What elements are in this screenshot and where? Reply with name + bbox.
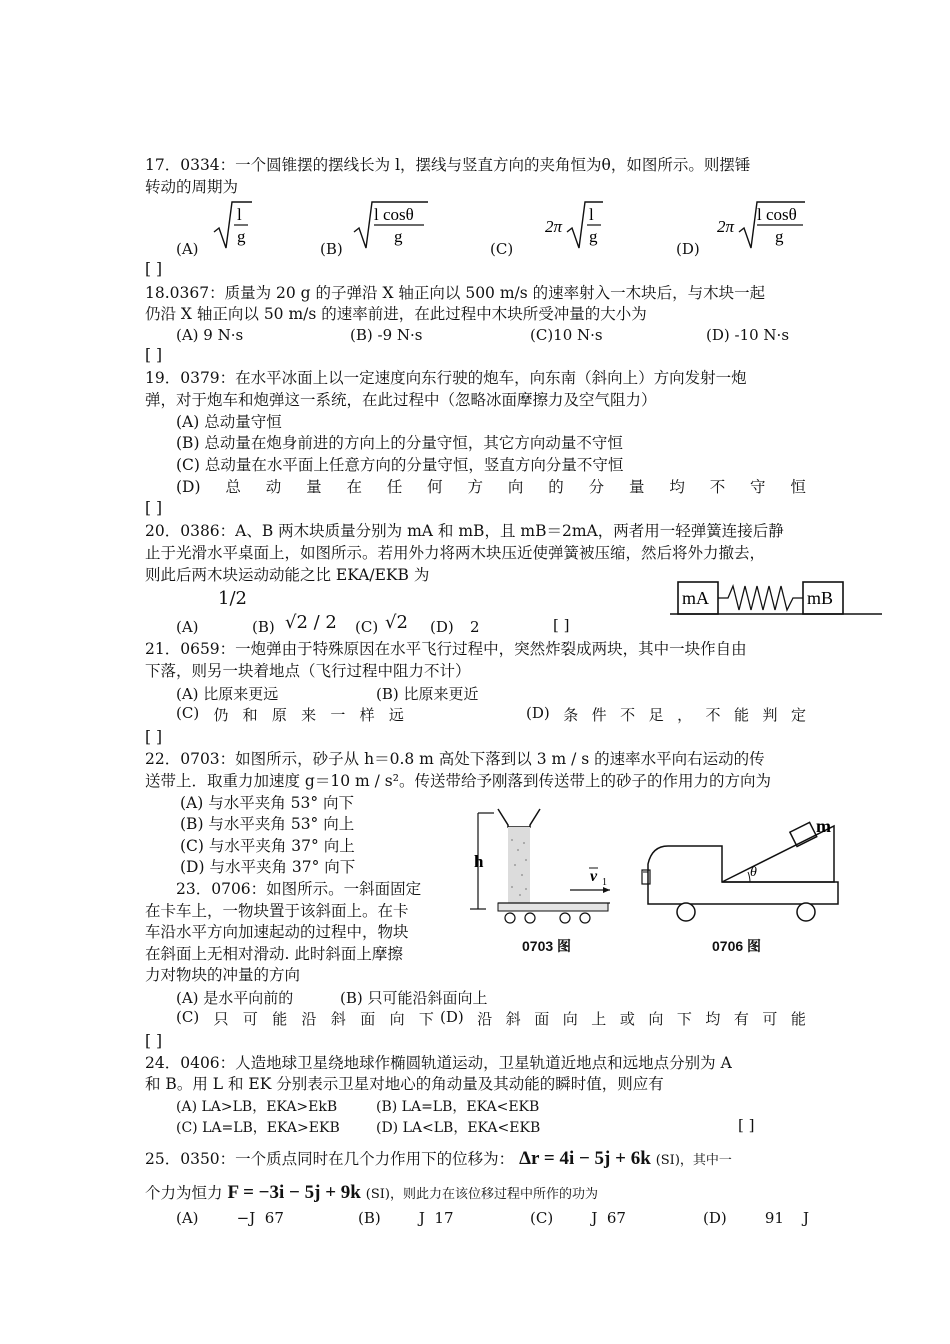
q23-line5: 力对物块的冲量的方向 xyxy=(145,966,301,984)
q20-spring-blocks-figure xyxy=(670,576,885,622)
q23-line2: 在卡车上，一物块置于该斜面上。在卡 xyxy=(145,902,409,920)
figure-0706 xyxy=(638,812,843,927)
q21-d-char: 定 xyxy=(790,706,806,724)
q19-line2: 弹，对于炮车和炮弹这一系统，在此过程中（忽略冰面摩擦力及空气阻力） xyxy=(145,391,657,409)
q21-c-char: 来 xyxy=(301,706,317,724)
q21-d-label: (D) xyxy=(526,704,550,722)
q20-option-a-label: (A) xyxy=(176,618,199,636)
q17-d-pre: 2π xyxy=(717,217,735,236)
q17-option-a-label: (A) xyxy=(176,240,199,258)
q17-c-pre: 2π xyxy=(545,217,563,236)
q23-c-char: 能 xyxy=(272,1010,288,1028)
q23-line3: 车沿水平方向加速起动的过程中，物块 xyxy=(145,923,409,941)
q21-c-char: 和 xyxy=(242,706,258,724)
q19-answer-bracket: [ ] xyxy=(145,499,163,517)
q23-line4: 在斜面上无相对滑动. 此时斜面上摩擦 xyxy=(145,945,403,963)
q22-option-a: (A) 与水平夹角 53° 向下 xyxy=(180,794,355,812)
q17-d-den: g xyxy=(775,227,784,246)
q24-option-a: (A) LA>LB，EKA>EkB xyxy=(176,1099,338,1115)
q18-answer-bracket: [ ] xyxy=(145,346,163,364)
q23-d-char: 沿 xyxy=(477,1010,493,1028)
wheel-icon xyxy=(677,903,695,921)
q19-d-char: 的 xyxy=(548,478,564,496)
q18-option-b: (B) -9 N·s xyxy=(350,326,423,344)
q25-line1-text: 25．0350：一个质点同时在几个力作用下的位移为： xyxy=(145,1150,515,1168)
q21-c-char: 远 xyxy=(388,706,404,724)
q19-d-char: 何 xyxy=(427,478,443,496)
roller-icon xyxy=(560,913,570,923)
height-label: h xyxy=(474,852,484,871)
q19-d-char: 分 xyxy=(588,478,605,496)
sqrt-sign-icon xyxy=(352,200,430,250)
q23-option-d xyxy=(440,1008,806,1029)
roller-icon xyxy=(505,913,515,923)
q23-answer-bracket: [ ] xyxy=(145,1032,163,1050)
q17-line1: 17．0334：一个圆锥摆的摆线长为 l，摆线与竖直方向的夹角恒为θ，如图所示。则摆锤 xyxy=(145,156,751,174)
sand-stream xyxy=(508,827,530,903)
wheel-icon xyxy=(797,903,815,921)
q25-line2-tail: (SI)，则此力在该位移过程中所作的功为 xyxy=(365,1187,598,1202)
q20-option-d-value: 2 xyxy=(470,618,480,636)
q19-d-char: 量 xyxy=(306,478,322,496)
q19-d-char: 方 xyxy=(467,478,484,496)
q23-line1: 23．0706：如图所示。一斜面固定 xyxy=(176,880,422,898)
q19-option-a: (A) 总动量守恒 xyxy=(176,413,282,431)
q19-d-char: 不 xyxy=(709,478,726,496)
q17-c-num: l xyxy=(589,205,594,224)
q23-d-char: 面 xyxy=(534,1010,550,1028)
q21-d-char: 足 xyxy=(648,706,664,724)
force-vector: F = −3i − 5j + 9k xyxy=(227,1182,361,1203)
q19-d-label: (D) xyxy=(176,478,201,496)
q21-c-char: 仍 xyxy=(213,706,229,724)
q20-line3: 则此后两木块运动动能之比 EKA/EKB 为 xyxy=(145,566,430,584)
q18-option-a: (A) 9 N·s xyxy=(176,326,244,344)
velocity-subscript: 1 xyxy=(602,877,607,888)
q19-d-char: 任 xyxy=(386,478,403,496)
q17-a-num: l xyxy=(237,205,242,224)
q17-option-b-label: (B) xyxy=(320,240,343,258)
q25-line2 xyxy=(145,1182,815,1206)
q23-d-char: 可 xyxy=(762,1010,778,1028)
q21-d-char: 不 xyxy=(620,706,636,724)
q23-d-char: 斜 xyxy=(505,1010,521,1028)
q22-option-b: (B) 与水平夹角 53° 向上 xyxy=(180,815,355,833)
q17-b-num: l cosθ xyxy=(374,205,414,224)
q23-d-char: 向 xyxy=(562,1010,578,1028)
q25-line1-tail: (SI)，其中一 xyxy=(655,1153,732,1168)
q19-d-char: 在 xyxy=(346,478,362,496)
q20-option-c-label: (C) xyxy=(355,618,379,636)
q23-c-char: 面 xyxy=(360,1010,376,1028)
q19-option-b: (B) 总动量在炮身前进的方向上的分量守恒，其它方向动量不守恒 xyxy=(176,434,623,452)
q20-line1: 20．0386：A、B 两木块质量分别为 mA 和 mB，且 mB＝2mA，两者用一轻弹簧连接后静 xyxy=(145,522,784,540)
q25-option-c: (C) J 67 xyxy=(530,1209,626,1227)
q23-d-char: 向 xyxy=(648,1010,664,1028)
q25-option-a: (A) −J 67 xyxy=(176,1209,284,1227)
displacement-vector: Δr = 4i − 5j + 6k xyxy=(519,1148,651,1169)
q23-d-label: (D) xyxy=(440,1008,464,1026)
q19-option-d xyxy=(176,476,806,498)
q18-option-d: (D) -10 N·s xyxy=(706,326,790,344)
q23-d-char: 下 xyxy=(676,1010,692,1028)
q19-d-char: 动 xyxy=(265,478,282,496)
q24-option-b: (B) LA=LB，EKA<EKB xyxy=(376,1099,540,1115)
roller-icon xyxy=(525,913,535,923)
figure-0706-caption: 0706 图 xyxy=(712,938,762,954)
q21-option-d xyxy=(526,704,806,725)
q23-c-char: 只 xyxy=(213,1010,229,1028)
q21-answer-bracket: [ ] xyxy=(145,728,163,746)
q23-option-b: (B) 只可能沿斜面向上 xyxy=(340,989,488,1007)
q17-option-c-formula xyxy=(545,200,605,254)
q21-c-char: 样 xyxy=(359,706,375,724)
q20-answer-bracket: [ ] xyxy=(553,616,570,634)
q21-line2: 下落，则另一块着地点（飞行过程中阻力不计） xyxy=(145,662,471,680)
q22-line1: 22．0703：如图所示，砂子从 h＝0.8 m 高处下落到以 3 m / s 的速率水平向右运动的传 xyxy=(145,750,765,768)
q19-d-char: 量 xyxy=(628,478,645,496)
q23-d-char: 有 xyxy=(733,1010,749,1028)
q21-d-char: ， xyxy=(677,706,693,724)
q23-c-char: 斜 xyxy=(330,1010,346,1028)
q24-line2: 和 B。用 L 和 EK 分别表示卫星对地心的角动量及其动能的瞬时值，则应有 xyxy=(145,1075,664,1093)
funnel-icon xyxy=(498,809,540,827)
q17-option-b-formula xyxy=(352,200,430,254)
q17-d-num: l cosθ xyxy=(757,205,797,224)
q21-option-a: (A) 比原来更远 xyxy=(176,685,279,703)
q25-line1 xyxy=(145,1148,815,1172)
q21-d-char: 条 xyxy=(563,706,579,724)
velocity-label: v xyxy=(590,868,598,885)
q20-option-b-label: (B) xyxy=(252,618,275,636)
q17-a-den: g xyxy=(237,227,246,246)
q24-line1: 24．0406：人造地球卫星绕地球作椭圆轨道运动，卫星轨道近地点和远地点分别为 A xyxy=(145,1054,732,1072)
q22-option-d: (D) 与水平夹角 37° 向下 xyxy=(180,858,356,876)
q20-option-b-value: √2 / 2 xyxy=(285,612,337,633)
block-b-label: mB xyxy=(807,588,834,608)
q21-line1: 21．0659：一炮弹由于特殊原因在水平飞行过程中，突然炸裂成两块，其中一块作自由 xyxy=(145,640,747,658)
q23-d-char: 均 xyxy=(705,1010,721,1028)
q25-option-b: (B) J 17 xyxy=(358,1209,454,1227)
q21-option-c xyxy=(176,704,404,725)
q23-c-label: (C) xyxy=(176,1008,200,1026)
q23-d-char: 上 xyxy=(591,1010,607,1028)
q21-c-label: (C) xyxy=(176,704,200,722)
q20-option-c-value: √2 xyxy=(385,612,408,633)
q20-line2: 止于光滑水平桌面上，如图所示。若用外力将两木块压近使弹簧被压缩，然后将外力撤去， xyxy=(145,544,766,562)
figure-0703-caption: 0703 图 xyxy=(522,938,572,954)
q22-option-c: (C) 与水平夹角 37° 向上 xyxy=(180,837,355,855)
q21-d-char: 判 xyxy=(762,706,778,724)
q24-answer-bracket: [ ] xyxy=(738,1116,755,1134)
q19-d-char: 守 xyxy=(750,478,766,496)
mass-label: m xyxy=(816,816,831,836)
block-a-label: mA xyxy=(682,588,709,608)
q18-line2: 仍沿 X 轴正向以 50 m/s 的速率前进，在此过程中木块所受冲量的大小为 xyxy=(145,305,647,323)
q17-c-den: g xyxy=(589,227,598,246)
q17-option-d-label: (D) xyxy=(676,240,700,258)
q23-c-char: 沿 xyxy=(301,1010,317,1028)
q17-option-c-label: (C) xyxy=(490,240,514,258)
q23-d-char: 或 xyxy=(619,1010,635,1028)
q19-d-char: 恒 xyxy=(790,478,806,496)
q20-option-a-value: 1/2 xyxy=(218,588,247,609)
q23-d-char: 能 xyxy=(790,1010,806,1028)
q23-c-char: 可 xyxy=(242,1010,258,1028)
sqrt-sign-icon xyxy=(212,200,252,250)
q19-line1: 19．0379：在水平冰面上以一定速度向东行驶的炮车，向东南（斜向上）方向发射一炮 xyxy=(145,369,747,387)
block-m xyxy=(790,822,817,846)
q21-c-char: 原 xyxy=(271,706,287,724)
sqrt-sign-icon xyxy=(717,200,807,250)
q25-line2-text: 个力为恒力 xyxy=(145,1184,223,1202)
q25-option-d: (D) 91 J xyxy=(703,1209,810,1227)
q17-answer-bracket: [ ] xyxy=(145,260,163,278)
q17-option-a-formula xyxy=(212,200,252,254)
q21-d-char: 件 xyxy=(591,706,607,724)
sqrt-sign-icon xyxy=(545,200,605,250)
q19-option-c: (C) 总动量在水平面上任意方向的分量守恒，竖直方向分量不守恒 xyxy=(176,456,624,474)
q18-line1: 18.0367：质量为 20 g 的子弹沿 X 轴正向以 500 m/s 的速率射入一木块后，与木块一起 xyxy=(145,284,766,302)
q20-option-d-label: (D) xyxy=(430,618,454,636)
spring-icon xyxy=(718,586,803,610)
q22-line2: 送带上．取重力加速度 g＝10 m / s²。传送带给予刚落到传送带上的砂子的作用力的方向为 xyxy=(145,772,771,790)
q24-option-c: (C) LA=LB，EKA>EKB xyxy=(176,1120,340,1136)
q17-line2: 转动的周期为 xyxy=(145,178,239,196)
q18-option-c: (C)10 N·s xyxy=(530,326,603,344)
angle-label: θ xyxy=(750,865,757,880)
q17-option-d-formula xyxy=(717,200,807,254)
q23-option-c xyxy=(176,1008,434,1029)
figure-0703 xyxy=(460,805,620,930)
q21-d-char: 能 xyxy=(734,706,750,724)
q21-c-char: 一 xyxy=(330,706,346,724)
q19-d-char: 总 xyxy=(225,478,241,496)
q24-option-d: (D) LA<LB，EKA<EKB xyxy=(376,1120,541,1136)
q23-c-char: 向 xyxy=(389,1010,405,1028)
q19-d-char: 均 xyxy=(669,478,685,496)
q21-d-char: 不 xyxy=(705,706,721,724)
roller-icon xyxy=(580,913,590,923)
q17-b-den: g xyxy=(394,227,403,246)
q21-option-b: (B) 比原来更近 xyxy=(376,685,479,703)
q19-d-char: 向 xyxy=(507,478,524,496)
q23-option-a: (A) 是水平向前的 xyxy=(176,989,294,1007)
q23-c-char: 下 xyxy=(418,1010,434,1028)
truck-body xyxy=(648,846,838,904)
conveyor-belt xyxy=(498,903,608,911)
